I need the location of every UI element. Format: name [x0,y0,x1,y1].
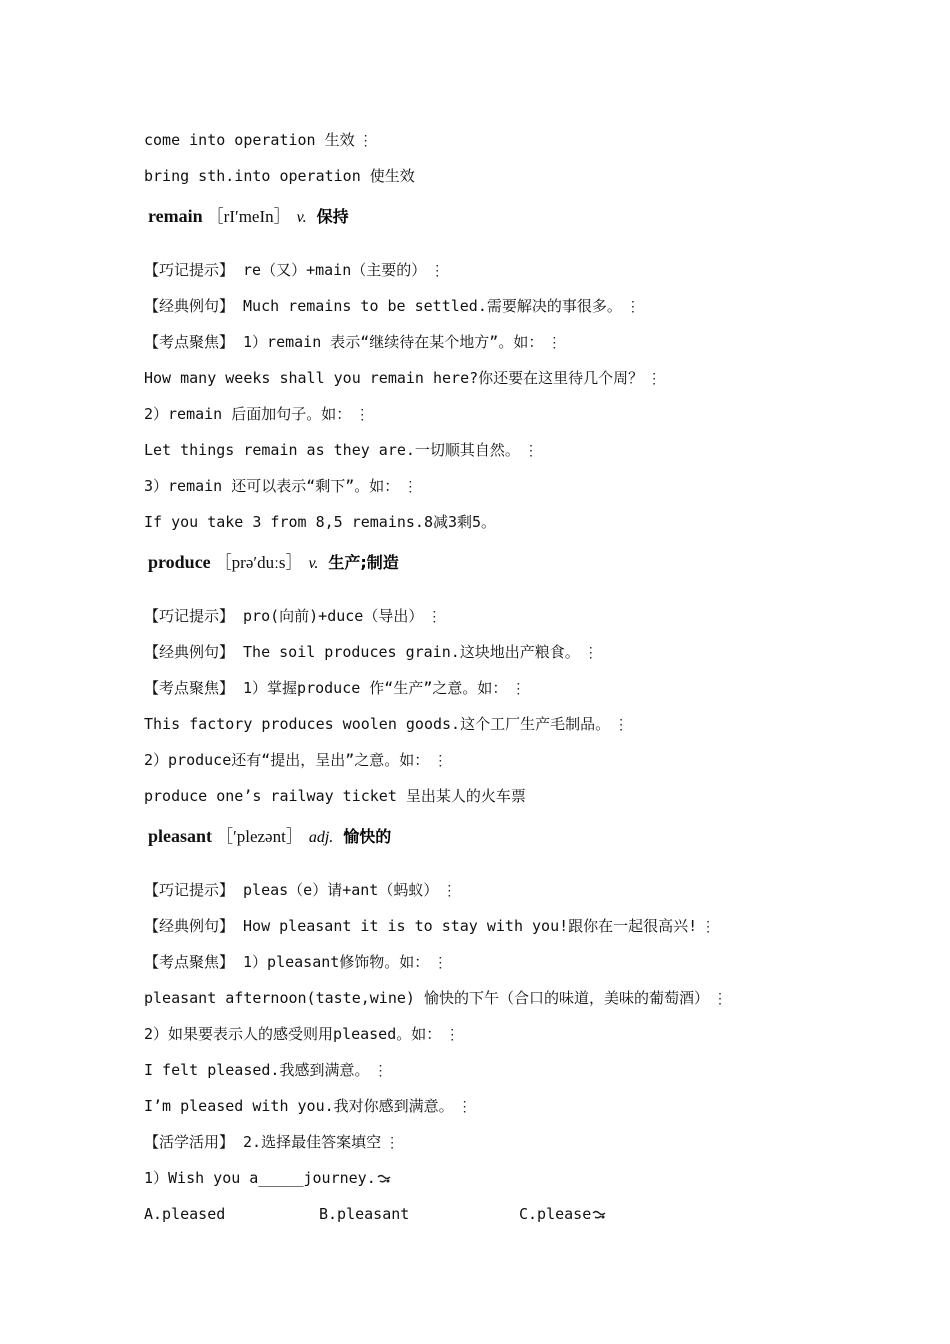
vocab-word: produce [148,552,211,572]
vocab-meaning: 生产;制造 [328,553,399,572]
exercise-question: 1）Wish you a_____journey. [144,1160,864,1196]
vocab-phonetic: ［′plezənt］ [216,827,303,846]
text-line: pleasant afternoon(taste,wine) 愉快的下午（合口的味道，美味的葡萄酒） ⋮ [144,989,727,1007]
text-line: 【巧记提示】 pro(向前)+duce（导出） ⋮ [144,607,442,625]
text-line: 【巧记提示】 re（又）+main（主要的） ⋮ [144,261,445,279]
text-line: If you take 3 from 8,5 remains.8减3剩5。 [144,513,497,531]
paragraph-mark-icon: ⋮ [358,133,373,149]
text-line: This factory produces woolen goods.这个工厂生产毛制品。 ⋮ [144,715,629,733]
text-line: 【考点聚焦】 1）pleasant修饰物。如： ⋮ [144,953,448,971]
text-line: Let things remain as they are.一切顺其自然。 ⋮ [144,441,538,459]
vocab-word: pleasant [148,826,213,846]
vocab-meaning: 愉快的 [343,827,392,846]
text-line: 【经典例句】 How pleasant it is to stay with you!跟你在一起很高兴! ⋮ [144,917,716,935]
document-content [144,122,864,1232]
text-line: I felt pleased.我感到满意。 ⋮ [144,1061,388,1079]
text-line: 【经典例句】 The soil produces grain.这块地出产粮食。 ⋮ [144,643,598,661]
vocab-heading-remain [148,194,864,238]
text-line: bring sth.into operation 使生效 [144,167,415,185]
text-line: 【考点聚焦】 1）掌握produce 作“生产”之意。如： ⋮ [144,679,526,697]
text-line: 【考点聚焦】 1）remain 表示“继续待在某个地方”。如： ⋮ [144,333,562,351]
vocab-heading-produce [148,540,864,584]
vocab-phonetic: ［rI′meIn］ [206,207,291,226]
text-line: 2）如果要表示人的感受则用pleased。如： ⋮ [144,1025,460,1043]
vocab-heading-pleasant [148,814,864,858]
exercise-heading: 【活学活用】 2.选择最佳答案填空 ⋮ [144,1133,400,1151]
vocab-pos: v. [296,209,307,226]
option-c[interactable]: C.please [519,1196,606,1232]
curl-icon [377,1174,391,1184]
text-line: 2）remain 后面加句子。如： ⋮ [144,405,370,423]
curl-icon [592,1210,606,1220]
text-line: come into operation 生效 ⋮ [144,131,373,149]
text-line: 【经典例句】 Much remains to be settled.需要解决的事很多。 ⋮ [144,297,640,315]
option-b[interactable]: B.pleasant [319,1205,410,1223]
vocab-meaning: 保持 [316,207,349,226]
vocab-pos: adj. [308,829,334,846]
text-line: 2）produce还有“提出，呈出”之意。如： ⋮ [144,751,448,769]
vocab-pos: v. [308,555,319,572]
vocab-word: remain [148,206,203,226]
text-line: 【巧记提示】 pleas（e）请+ant（蚂蚁） ⋮ [144,881,457,899]
option-a[interactable]: A.pleased [144,1205,226,1223]
text-line: I’m pleased with you.我对你感到满意。 ⋮ [144,1097,472,1115]
text-line: produce one’s railway ticket 呈出某人的火车票 [144,787,526,805]
answer-options [144,1196,864,1232]
vocab-phonetic: ［prə′duːs］ [214,553,303,572]
text-line: How many weeks shall you remain here?你还要在这里待几个周？ ⋮ [144,369,662,387]
text-line: 3）remain 还可以表示“剩下”。如： ⋮ [144,477,418,495]
